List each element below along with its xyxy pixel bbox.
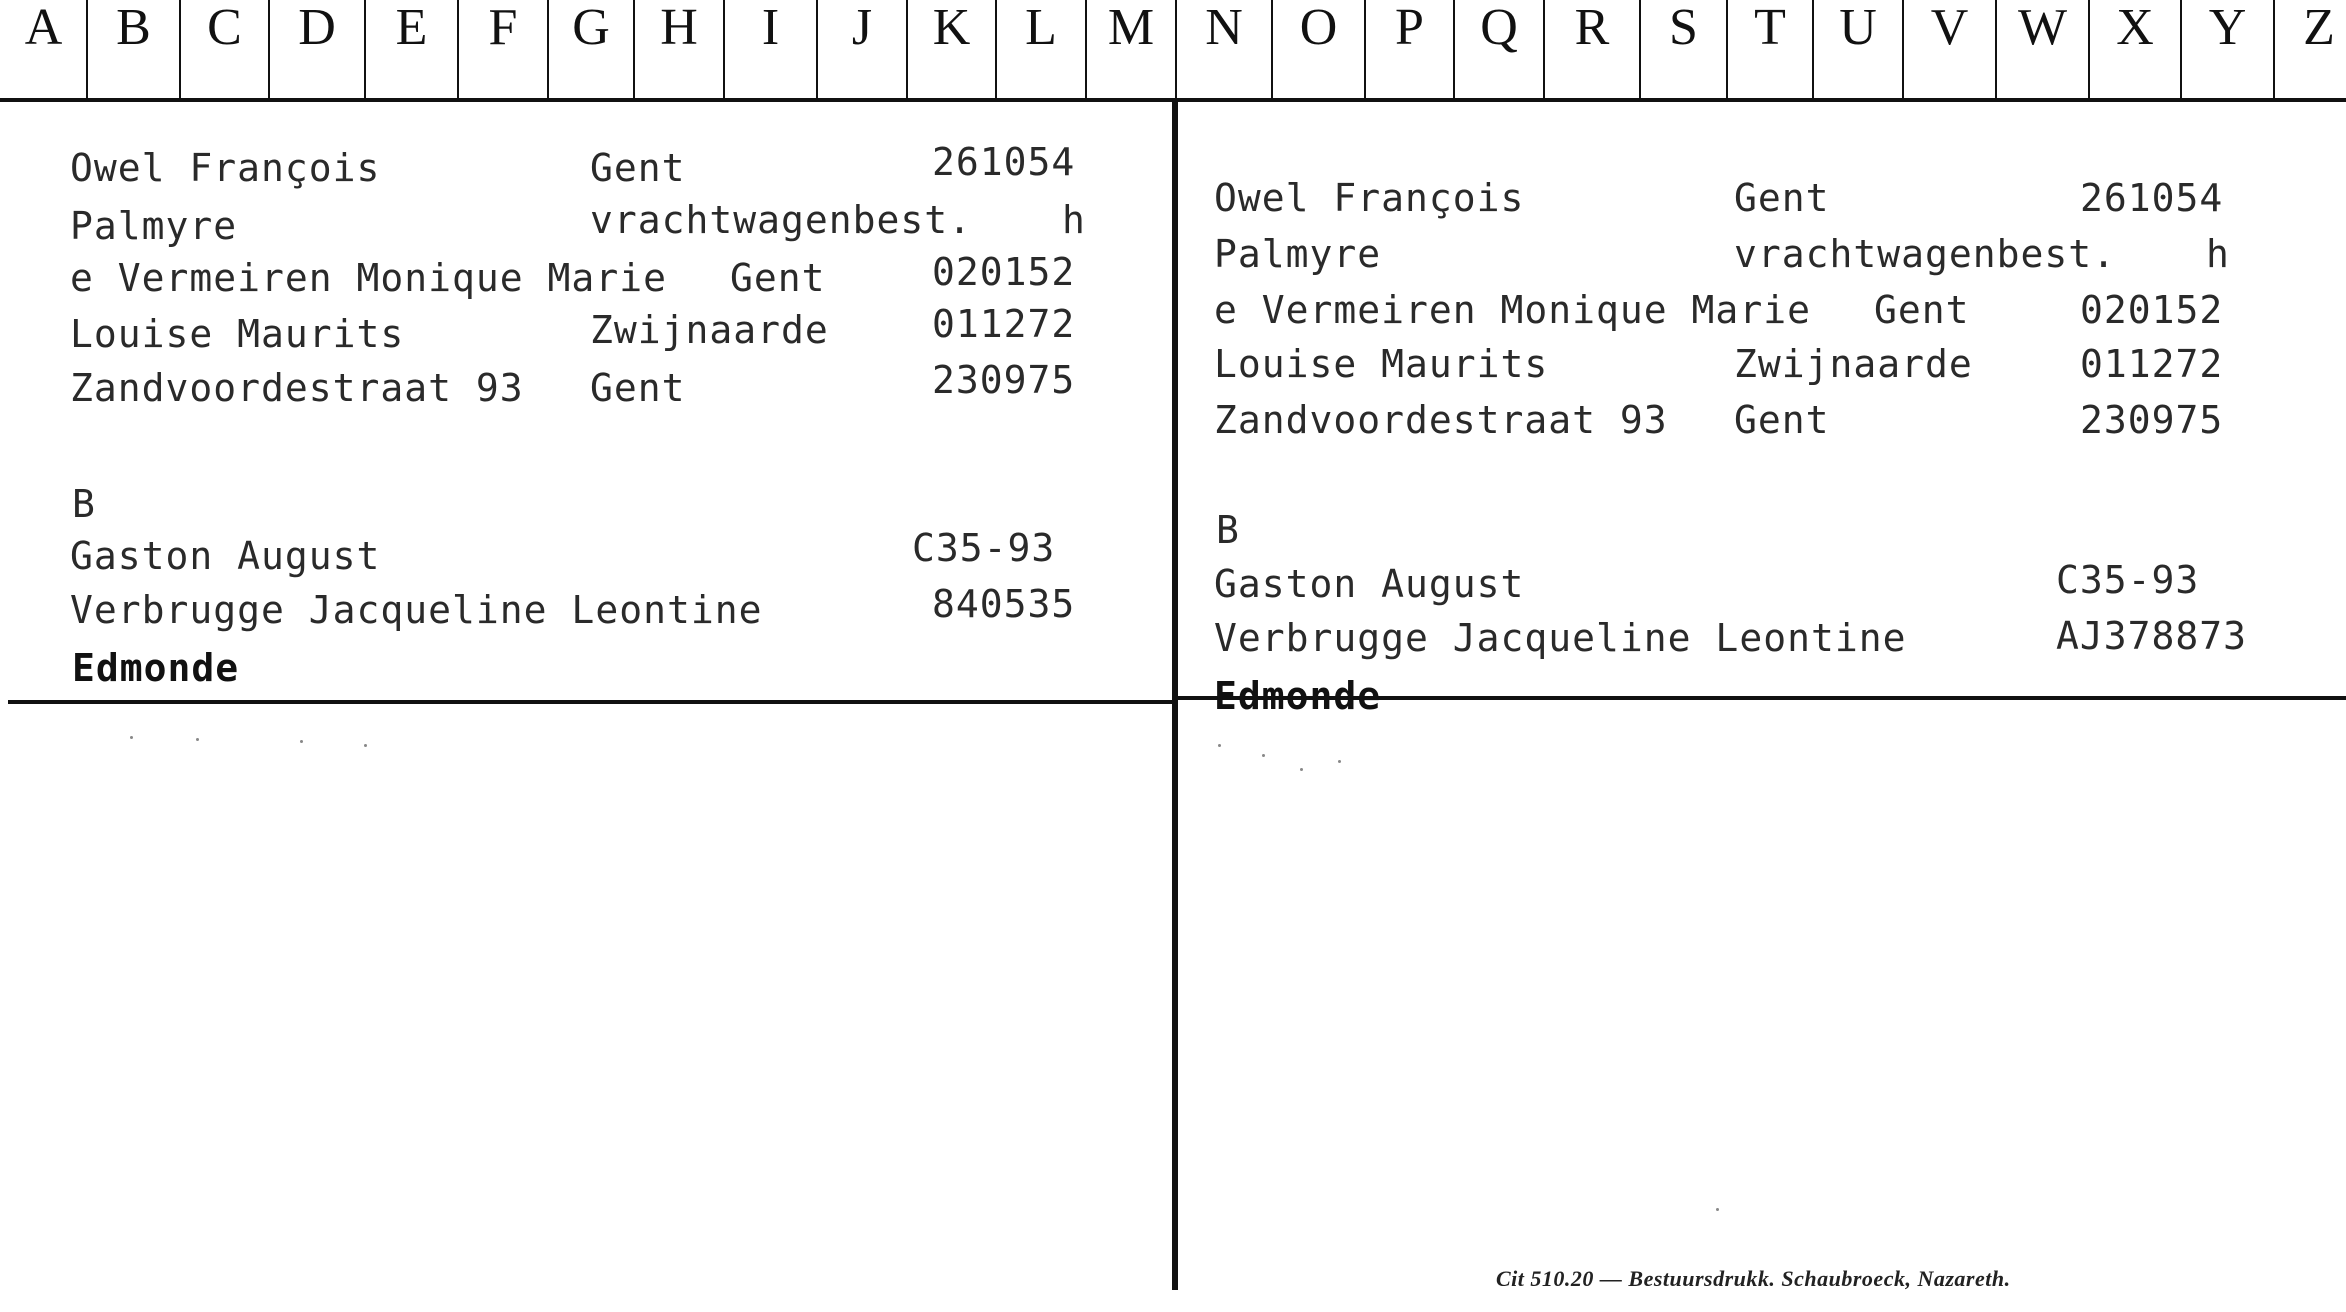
alphabet-tab-d: D [298, 0, 336, 56]
right-row-2-name: Palmyre [1214, 232, 1382, 276]
alphabet-tab-strip [0, 0, 2346, 102]
left-row-5-place: Gent [590, 366, 686, 410]
alphabet-separator [547, 0, 549, 98]
alphabet-separator [2273, 0, 2275, 98]
alphabet-separator [1543, 0, 1545, 98]
alphabet-tab-p: P [1395, 0, 1424, 56]
alphabet-tab-s: S [1669, 0, 1698, 56]
alphabet-separator [179, 0, 181, 98]
alphabet-tab-o: O [1299, 0, 1338, 56]
alphabet-tab-u: U [1839, 0, 1877, 56]
left-row-4-code: 011272 [932, 302, 1076, 346]
alphabet-separator [1726, 0, 1728, 98]
printer-imprint: Cit 510.20 — Bestuursdrukk. Schaubroeck, Nazareth. [1496, 1266, 2011, 1291]
right-row-5-place: Gent [1734, 398, 1830, 442]
right-row-4-code: 011272 [2080, 342, 2224, 386]
alphabet-tab-y: Y [2208, 0, 2247, 56]
scan-speck [1338, 760, 1341, 763]
scan-speck [196, 738, 199, 741]
right-row-3-place: Gent [1874, 288, 1970, 332]
alphabet-tab-g: G [572, 0, 610, 56]
right-row-3-code: 020152 [2080, 288, 2224, 332]
right-row-1-name: Owel François [1214, 176, 1525, 220]
alphabet-tab-c: C [207, 0, 242, 56]
alphabet-separator [364, 0, 366, 98]
alphabet-tab-b: B [116, 0, 151, 56]
alphabet-tab-x: X [2116, 0, 2154, 56]
alphabet-separator [268, 0, 270, 98]
right-row-1-code: 261054 [2080, 176, 2224, 220]
alphabet-separator [1639, 0, 1641, 98]
alphabet-tab-k: K [932, 0, 971, 56]
left-row-7-code: 840535 [932, 582, 1076, 626]
alphabet-tab-j: J [851, 0, 873, 56]
right-row-8-name: Edmonde [1214, 674, 1382, 718]
alphabet-separator [1995, 0, 1997, 98]
alphabet-separator [2180, 0, 2182, 98]
left-row-3-name: e Vermeiren Monique Marie [70, 256, 667, 300]
right-row-4-place: Zwijnaarde [1734, 342, 1973, 386]
scan-speck [1262, 754, 1265, 757]
alphabet-tab-l: L [1025, 0, 1057, 56]
left-row-7-name: Verbrugge Jacqueline Leontine [70, 588, 763, 632]
alphabet-tab-v: V [1930, 0, 1969, 56]
left-row-2-place: vrachtwagenbest. [590, 198, 973, 242]
scan-speck [1716, 1208, 1719, 1211]
left-row-1-place: Gent [590, 146, 686, 190]
left-row-5-name: Zandvoordestraat 93 [70, 366, 524, 410]
alphabet-tab-a: A [24, 0, 63, 56]
alphabet-separator [723, 0, 725, 98]
scan-speck [364, 744, 367, 747]
left-row-2-code: h [1062, 198, 1086, 242]
left-row-8-name: Edmonde [72, 646, 240, 690]
right-row-5-code: 230975 [2080, 398, 2224, 442]
alphabet-separator [1175, 0, 1177, 98]
alphabet-separator [906, 0, 908, 98]
center-divider [1172, 100, 1178, 1290]
left-row-1-code: 261054 [932, 140, 1076, 184]
scan-speck [130, 736, 133, 739]
alphabet-separator [1812, 0, 1814, 98]
left-row-4-place: Zwijnaarde [590, 308, 829, 352]
right-row-7-name: Verbrugge Jacqueline Leontine [1214, 616, 1907, 660]
left-row-1-name: Owel François [70, 146, 381, 190]
alphabet-separator [86, 0, 88, 98]
alphabet-tab-f: F [488, 0, 518, 56]
right-row-5-name: Zandvoordestraat 93 [1214, 398, 1668, 442]
scan-speck [1300, 768, 1303, 771]
right-row-7-code: AJ378873 [2056, 614, 2248, 658]
left-row-2-name: Palmyre [70, 204, 238, 248]
left-row-3-place: Gent [730, 256, 826, 300]
right-section-letter: B [1216, 508, 1240, 552]
alphabet-separator [1453, 0, 1455, 98]
alphabet-tab-t: T [1754, 0, 1786, 56]
alphabet-separator [1364, 0, 1366, 98]
left-row-5-code: 230975 [932, 358, 1076, 402]
alphabet-separator [1271, 0, 1273, 98]
right-row-6-name: Gaston August [1214, 562, 1525, 606]
alphabet-separator [2088, 0, 2090, 98]
alphabet-tab-n: N [1205, 0, 1243, 56]
right-row-3-name: e Vermeiren Monique Marie [1214, 288, 1811, 332]
alphabet-tab-w: W [2017, 0, 2068, 56]
right-row-1-place: Gent [1734, 176, 1830, 220]
right-row-6-code: C35-93 [2056, 558, 2200, 602]
alphabet-tab-h: H [660, 0, 698, 56]
right-row-4-name: Louise Maurits [1214, 342, 1549, 386]
left-row-3-code: 020152 [932, 250, 1076, 294]
alphabet-tab-r: R [1574, 0, 1610, 56]
left-section-letter: B [72, 482, 96, 526]
scan-speck [1218, 744, 1221, 747]
scan-speck [300, 740, 303, 743]
alphabet-tab-q: Q [1480, 0, 1518, 56]
left-row-6-code: C35-93 [912, 526, 1056, 570]
alphabet-separator [633, 0, 635, 98]
alphabet-tab-i: I [761, 0, 780, 56]
alphabet-separator [457, 0, 459, 98]
alphabet-separator [1085, 0, 1087, 98]
left-row-4-name: Louise Maurits [70, 312, 405, 356]
left-row-6-name: Gaston August [70, 534, 381, 578]
alphabet-separator [995, 0, 997, 98]
right-row-2-place: vrachtwagenbest. [1734, 232, 2117, 276]
alphabet-separator [1902, 0, 1904, 98]
alphabet-tab-m: M [1107, 0, 1155, 56]
alphabet-tab-z: Z [2303, 0, 2335, 56]
left-card-bottom-rule [8, 700, 1174, 704]
alphabet-separator [816, 0, 818, 98]
alphabet-tab-e: E [395, 0, 428, 56]
right-row-2-code: h [2206, 232, 2230, 276]
